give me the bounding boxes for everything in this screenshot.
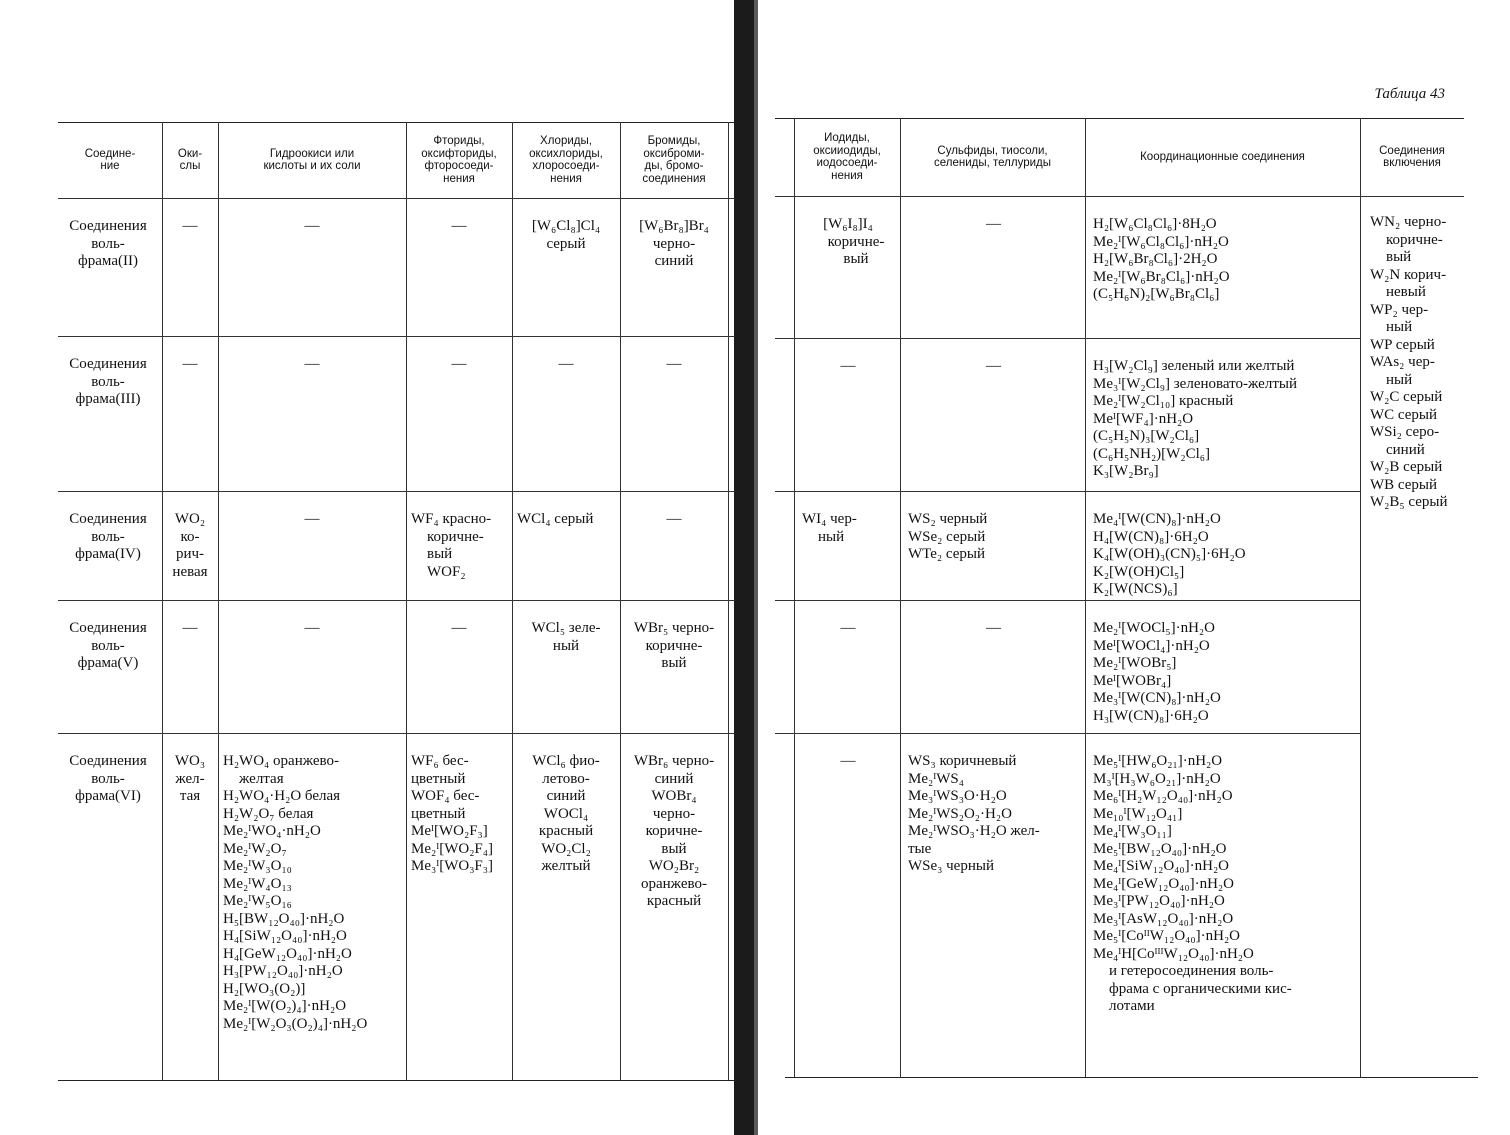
- cell-text-line: Me₅ᴵ[CoᴵᴵW₁₂O₄₀]·nH₂O: [1093, 928, 1241, 944]
- column-header: [1362, 120, 1462, 194]
- column-header-text: [529, 135, 603, 185]
- cell-iodides: [802, 216, 894, 334]
- column-header-line: Гидроокиси или: [269, 147, 355, 160]
- cell-text-line: Meᴵ[WO₂F₃]: [411, 823, 488, 839]
- cell-text-line: Me₂ᴵ[W(O₂)₄]·nH₂O: [223, 998, 347, 1014]
- cell-text-line: K₂[W(OH)Cl₅]: [1093, 563, 1185, 580]
- column-rule: [900, 118, 901, 1077]
- empty-dash: —: [986, 620, 1001, 636]
- column-rule: [218, 122, 219, 1080]
- column-header-line: нения: [550, 172, 582, 185]
- cell-coordination: [1093, 511, 1354, 596]
- cell-coordination: [1093, 216, 1354, 334]
- cell-text-line: Me₃ᴵ[AsW₁₂O₄₀]·nH₂O: [1093, 910, 1234, 927]
- cell-text-line: WOCl₄: [543, 805, 589, 822]
- inclusion-compound-line: W₂B серый: [1370, 459, 1443, 475]
- cell-sulfides: [908, 358, 1079, 487]
- empty-dash: —: [182, 620, 198, 636]
- column-header-text: [934, 145, 1051, 170]
- cell-text-line: Me₂ᴵWS₄: [908, 770, 964, 787]
- cell-oxides: [167, 356, 213, 487]
- column-header: [622, 124, 726, 196]
- cell-oxides: [167, 218, 213, 332]
- empty-dash: —: [451, 620, 467, 636]
- cell-text-line: H₂[WO₃(O₂)]: [223, 980, 306, 997]
- cell-text-line: красный: [538, 823, 594, 839]
- cell-iodides: [802, 511, 894, 596]
- cell-text-line: Meᴵ[WOBr₄]: [1093, 672, 1172, 689]
- inclusion-compound-line: ный: [1386, 319, 1413, 335]
- cell-text-line: K₃[W₂Br₉]: [1093, 463, 1159, 479]
- cell-text-line: WF₆ бес-: [411, 753, 469, 769]
- cell-text-line: WS₂ черный: [908, 511, 988, 527]
- header-bottom-rule: [58, 198, 735, 199]
- column-header-line: Сульфиды, тиосоли,: [937, 144, 1048, 157]
- table-bottom-rule: [785, 1077, 1478, 1078]
- row-label-line: Соединения: [69, 218, 147, 234]
- cell-text-line: синий: [654, 770, 694, 787]
- row-label-oxidation-state: [58, 753, 158, 1076]
- column-header-line: оксиброми-: [643, 147, 705, 160]
- cell-text-line: Me₂ᴵW₅O₁₆: [223, 893, 292, 909]
- cell-text-line: Me₂ᴵ[WO₂F₄]: [411, 840, 494, 857]
- column-header-line: иодосоеди-: [816, 157, 878, 169]
- column-header-line: нения: [443, 172, 475, 185]
- row-label-line: Соединения: [69, 753, 147, 769]
- cell-text-line: [W₆Br₈]Br₄: [639, 218, 709, 234]
- cell-text-line: Me₅ᴵ[HW₆O₂₁]·nH₂O: [1093, 753, 1223, 769]
- cell-chlorides: [517, 218, 615, 332]
- cell-text-line: Me₂ᴵ[W₂O₃(O₂)₄]·nH₂O: [223, 1015, 368, 1032]
- inclusion-compound-line: WN₂ черно-: [1370, 214, 1447, 230]
- column-header-line: Оки-: [177, 147, 203, 160]
- cell-text-line: вый: [427, 546, 453, 562]
- column-header-line: включения: [1383, 157, 1441, 169]
- empty-dash: —: [451, 218, 467, 234]
- column-header-line: ние: [100, 160, 120, 172]
- cell-inclusion-compounds: [1370, 214, 1480, 514]
- inclusion-compound-line: вый: [1386, 249, 1412, 265]
- column-header-text: [1140, 151, 1305, 164]
- cell-bromides: [625, 753, 723, 1076]
- cell-text-line: WS₃ коричневый: [908, 753, 1017, 769]
- cell-text-line: синий: [654, 253, 694, 269]
- column-header-line: хлоросоеди-: [532, 160, 600, 172]
- column-header-text: [813, 132, 881, 182]
- empty-dash: —: [558, 356, 574, 372]
- row-label-line: воль-: [91, 373, 125, 390]
- cell-hydroxides: [223, 511, 401, 596]
- row-label-line: Соединения: [69, 511, 147, 527]
- row-label-line: фрама(VI): [75, 788, 141, 804]
- column-header-text: [263, 148, 360, 173]
- column-header-line: нения: [831, 169, 863, 182]
- row-label-line: Соединения: [69, 620, 147, 636]
- cell-text-line: Me₄ᴵ[W(CN)₈]·nH₂O: [1093, 511, 1221, 527]
- inclusion-compound-line: WP₂ чер-: [1370, 301, 1429, 318]
- column-rule: [728, 122, 729, 1080]
- cell-oxides: [167, 620, 213, 729]
- cell-text-line: Me₂ᴵWO₄·nH₂O: [223, 823, 321, 839]
- cell-text-line: вый: [843, 251, 869, 267]
- column-header-line: кислоты и их соли: [263, 160, 361, 172]
- column-header-line: Хлориды,: [540, 135, 592, 147]
- cell-text-line: (C₅H₆N)₂[W₆Br₈Cl₆]: [1093, 286, 1220, 302]
- cell-fluorides: [411, 356, 507, 487]
- cell-coordination: [1093, 753, 1354, 1073]
- column-rule: [620, 122, 621, 1080]
- cell-text-line: Me₅ᴵ[BW₁₂O₄₀]·nH₂O: [1093, 840, 1227, 857]
- cell-text-line: Me₄ᴵ[SiW₁₂O₄₀]·nH₂O: [1093, 858, 1230, 874]
- cell-text-line: WO₂: [174, 511, 206, 527]
- cell-text-line: Me₂ᴵWS₂O₂·H₂O: [908, 805, 1012, 822]
- inclusion-compound-line: WC серый: [1370, 406, 1438, 423]
- row-label-line: фрама(V): [77, 655, 139, 671]
- cell-text-line: [W₆I₈]I₄: [823, 216, 873, 232]
- inclusion-compound-line: WAs₂ чер-: [1370, 354, 1435, 370]
- column-header-line: Координационные соединения: [1140, 150, 1305, 163]
- cell-hydroxides: [223, 620, 401, 729]
- inclusion-compound-line: коричне-: [1386, 231, 1443, 248]
- cell-chlorides: [517, 356, 615, 487]
- cell-text-line: Me₂ᴵWSO₃·H₂O жел-: [908, 823, 1040, 839]
- cell-text-line: WO₃: [174, 753, 206, 769]
- cell-text-line: желтый: [541, 858, 591, 874]
- inclusion-compound-line: WP серый: [1370, 336, 1435, 353]
- cell-text-line: WOF₄ бес-: [411, 788, 480, 804]
- cell-text-line: вый: [661, 655, 687, 671]
- cell-text-line: (C₅H₅N)₃[W₂Cl₆]: [1093, 428, 1200, 444]
- column-rule: [1360, 118, 1361, 1077]
- cell-text-line: коричне-: [645, 637, 703, 654]
- cell-text-line: оранжево-: [641, 875, 707, 892]
- cell-text-line: WCl₆ фио-: [532, 753, 600, 769]
- row-label-oxidation-state: [58, 511, 158, 596]
- inclusion-compound-line: W₂B₅ серый: [1370, 494, 1448, 510]
- cell-text-line: WSe₃ черный: [908, 858, 994, 874]
- column-header: [1087, 120, 1358, 194]
- cell-text-line: ко-: [180, 528, 200, 545]
- row-label-oxidation-state: [58, 620, 158, 729]
- cell-text-line: WI₄ чер-: [802, 511, 857, 527]
- empty-dash: —: [986, 358, 1001, 374]
- cell-text-line: WOBr₄: [651, 788, 697, 804]
- column-rule: [512, 122, 513, 1080]
- cell-text-line: Me₃ᴵ[PW₁₂O₄₀]·nH₂O: [1093, 893, 1225, 909]
- cell-text-line: Me₄ᴵH[CoᴵᴵᴵW₁₂O₄₀]·nH₂O: [1093, 945, 1254, 962]
- cell-text-line: H₂[W₆Br₈Cl₆]·2H₂O: [1093, 251, 1218, 267]
- column-header: [408, 124, 510, 196]
- table-top-rule: [58, 122, 735, 123]
- cell-fluorides: [411, 620, 507, 729]
- cell-text-line: WCl₅ зеле-: [531, 620, 601, 636]
- inclusion-compound-line: WSi₂ серо-: [1370, 424, 1440, 440]
- cell-text-line: лотами: [1109, 998, 1155, 1014]
- empty-dash: —: [840, 358, 856, 374]
- cell-text-line: Meᴵ[WOCl₄]·nH₂O: [1093, 637, 1210, 654]
- cell-text-line: желтая: [239, 770, 284, 787]
- empty-dash: —: [304, 218, 320, 234]
- cell-sulfides: [908, 753, 1079, 1073]
- row-label-line: воль-: [91, 235, 125, 252]
- inclusion-compound-line: W₂C серый: [1370, 389, 1443, 405]
- column-header-line: ды, бромо-: [644, 160, 704, 172]
- cell-text-line: ный: [818, 528, 845, 545]
- cell-text-line: Me₂ᴵ[W₆Cl₈Cl₆]·nH₂O: [1093, 233, 1229, 250]
- row-separator: [58, 600, 735, 601]
- cell-fluorides: [411, 753, 507, 1076]
- column-header-line: оксихлориды,: [529, 147, 603, 160]
- column-header-text: [642, 135, 705, 185]
- inclusion-compound-line: невый: [1386, 284, 1426, 300]
- cell-oxides: [167, 753, 213, 1076]
- cell-text-line: Meᴵ[WF₄]·nH₂O: [1093, 410, 1194, 427]
- cell-text-line: (C₆H₅NH₂)[W₂Cl₆]: [1093, 445, 1210, 462]
- cell-iodides: [802, 753, 894, 1073]
- row-label-line: воль-: [91, 770, 125, 787]
- cell-text-line: и гетеросоединения воль-: [1109, 963, 1274, 979]
- cell-text-line: жел-: [175, 770, 205, 787]
- inclusion-compound-line: ный: [1386, 371, 1413, 388]
- column-header-line: Фториды,: [433, 135, 485, 147]
- cell-text-line: рич-: [175, 546, 205, 562]
- inclusion-compound-line: WB серый: [1370, 476, 1438, 493]
- cell-text-line: Me₃ᴵWS₃O·H₂O: [908, 788, 1007, 804]
- cell-text-line: синий: [546, 788, 586, 804]
- cell-text-line: серый: [546, 235, 586, 252]
- cell-text-line: [W₆Cl₈]Cl₄: [531, 218, 601, 234]
- cell-text-line: H₄[GeW₁₂O₄₀]·nH₂O: [223, 945, 352, 962]
- cell-text-line: H₅[BW₁₂O₄₀]·nH₂O: [223, 910, 345, 927]
- column-header-text: [421, 135, 496, 185]
- cell-text-line: цветный: [411, 770, 466, 787]
- inclusion-compound-line: W₂N корич-: [1370, 266, 1447, 283]
- empty-dash: —: [840, 753, 856, 769]
- column-rule: [1085, 118, 1086, 1077]
- cell-text-line: H₂WO₄ оранжево-: [223, 753, 340, 769]
- row-separator: [775, 338, 1360, 339]
- cell-sulfides: [908, 620, 1079, 729]
- cell-text-line: WCl₄ серый: [517, 511, 594, 527]
- cell-hydroxides: [223, 356, 401, 487]
- cell-text-line: Me₂ᴵ[WOBr₅]: [1093, 655, 1177, 671]
- cell-text-line: Me₂ᴵW₃O₁₀: [223, 858, 292, 874]
- cell-text-line: Me₃ᴵ[W₂Cl₉] зеленовато-желтый: [1093, 375, 1297, 392]
- cell-chlorides: [517, 511, 615, 596]
- column-header-line: Соединения: [1379, 144, 1445, 157]
- cell-text-line: WF₄ красно-: [411, 511, 492, 527]
- empty-dash: —: [840, 620, 856, 636]
- cell-coordination: [1093, 620, 1354, 729]
- column-header-line: селениды, теллуриды: [934, 157, 1051, 169]
- cell-text-line: красный: [646, 893, 702, 909]
- cell-text-line: WSe₂ серый: [908, 528, 986, 545]
- cell-text-line: Me₂ᴵ[W₆Br₈Cl₆]·nH₂O: [1093, 268, 1230, 285]
- column-header-text: [85, 148, 136, 173]
- cell-coordination: [1093, 358, 1354, 487]
- cell-text-line: H₂W₂O₇ белая: [223, 805, 314, 822]
- column-header-line: оксииодиды,: [813, 144, 881, 157]
- cell-text-line: WTe₂ серый: [908, 546, 986, 562]
- cell-bromides: [625, 511, 723, 596]
- cell-text-line: Me₂ᴵW₂O₇: [223, 840, 287, 857]
- row-label-line: воль-: [91, 528, 125, 545]
- cell-sulfides: [908, 216, 1079, 334]
- row-label-line: фрама(IV): [75, 546, 141, 562]
- cell-text-line: Me₄ᴵ[GeW₁₂O₄₀]·nH₂O: [1093, 875, 1234, 892]
- column-header-line: Соедине-: [84, 147, 136, 160]
- column-header-line: фторосоеди-: [424, 160, 494, 172]
- cell-text-line: вый: [661, 840, 687, 857]
- inclusion-compound-line: синий: [1386, 441, 1425, 458]
- cell-text-line: WOF₂: [427, 563, 466, 580]
- cell-text-line: WBr₅ черно-: [633, 620, 715, 636]
- row-label-oxidation-state: [58, 218, 158, 332]
- book-spine: [734, 0, 754, 1135]
- cell-text-line: K₂[W(NCS)₆]: [1093, 581, 1178, 597]
- cell-text-line: H₃[W₂Cl₉] зеленый или желтый: [1093, 358, 1295, 374]
- cell-text-line: цветный: [411, 805, 466, 822]
- row-separator: [58, 491, 735, 492]
- cell-text-line: WO₂Br₂: [648, 858, 700, 874]
- cell-text-line: невая: [172, 563, 208, 580]
- cell-chlorides: [517, 753, 615, 1076]
- empty-dash: —: [304, 620, 320, 636]
- column-rule: [406, 122, 407, 1080]
- row-separator: [775, 600, 1360, 601]
- cell-text-line: коричне-: [427, 528, 484, 545]
- cell-text-line: Me₂ᴵ[WOCl₅]·nH₂O: [1093, 620, 1215, 636]
- column-header-line: слы: [179, 160, 201, 172]
- table-label: Таблица 43: [1374, 86, 1445, 102]
- cell-text-line: Me₆ᴵ[H₂W₁₂O₄₀]·nH₂O: [1093, 788, 1233, 804]
- column-header: [796, 120, 898, 194]
- row-separator: [775, 733, 1360, 734]
- cell-iodides: [802, 358, 894, 487]
- cell-sulfides: [908, 511, 1079, 596]
- row-label-oxidation-state: [58, 356, 158, 487]
- empty-dash: —: [304, 511, 320, 527]
- cell-text-line: черно-: [652, 805, 696, 822]
- cell-text-line: H₃[PW₁₂O₄₀]·nH₂O: [223, 963, 343, 979]
- empty-dash: —: [304, 356, 320, 372]
- row-label-line: Соединения: [69, 356, 147, 372]
- empty-dash: —: [182, 356, 198, 372]
- column-rule: [794, 118, 795, 1077]
- row-label-line: фрама(II): [78, 253, 138, 269]
- cell-iodides: [802, 620, 894, 729]
- empty-dash: —: [666, 356, 682, 372]
- cell-hydroxides: [223, 218, 401, 332]
- cell-text-line: WO₂Cl₂: [541, 840, 591, 857]
- cell-text-line: коричне-: [645, 823, 703, 839]
- cell-text-line: летово-: [542, 770, 590, 787]
- cell-text-line: ный: [552, 637, 580, 654]
- column-header: [220, 124, 404, 196]
- cell-text-line: H₄[SiW₁₂O₄₀]·nH₂O: [223, 928, 347, 944]
- cell-text-line: H₄[W(CN)₈]·6H₂O: [1093, 528, 1209, 545]
- cell-text-line: Me₄ᴵ[W₃O₁₁]: [1093, 823, 1172, 839]
- cell-text-line: H₃[W(CN)₈]·6H₂O: [1093, 707, 1209, 724]
- cell-text-line: M₃ᴵ[H₃W₆O₂₁]·nH₂O: [1093, 770, 1221, 787]
- cell-text-line: Me₃ᴵ[W(CN)₈]·nH₂O: [1093, 690, 1221, 706]
- empty-dash: —: [986, 216, 1001, 232]
- cell-text-line: WBr₆ черно-: [633, 753, 715, 769]
- column-header-text: [178, 148, 202, 173]
- cell-fluorides: [411, 511, 507, 596]
- cell-text-line: тая: [179, 788, 201, 804]
- cell-text-line: H₂WO₄·H₂O белая: [223, 788, 341, 804]
- cell-bromides: [625, 620, 723, 729]
- cell-text-line: коричне-: [827, 233, 885, 250]
- column-header-line: оксифториды,: [421, 147, 497, 160]
- empty-dash: —: [451, 356, 467, 372]
- cell-chlorides: [517, 620, 615, 729]
- cell-bromides: [625, 218, 723, 332]
- column-header: [164, 124, 216, 196]
- cell-text-line: Me₂ᴵ[W₂Cl₁₀] красный: [1093, 393, 1234, 409]
- cell-text-line: H₂[W₆Cl₈Cl₆]·8H₂O: [1093, 216, 1217, 232]
- row-separator: [775, 491, 1360, 492]
- cell-hydroxides: [223, 753, 401, 1076]
- cell-text-line: Me₁₀ᴵ[W₁₂O₄₁]: [1093, 805, 1183, 822]
- cell-text-line: черно-: [652, 235, 696, 252]
- column-rule: [162, 122, 163, 1080]
- column-header-text: [1379, 145, 1445, 170]
- book-spine-edge: [754, 0, 758, 1135]
- row-separator: [58, 733, 735, 734]
- column-header-line: Бромиды,: [647, 135, 701, 147]
- column-header-line: соединения: [642, 172, 706, 185]
- column-header: [514, 124, 618, 196]
- cell-text-line: Me₂ᴵW₄O₁₃: [223, 875, 292, 892]
- cell-text-line: фрама с органическими кис-: [1109, 980, 1292, 997]
- cell-bromides: [625, 356, 723, 487]
- cell-oxides: [167, 511, 213, 596]
- empty-dash: —: [666, 511, 682, 527]
- table-bottom-rule: [58, 1080, 735, 1081]
- cell-fluorides: [411, 218, 507, 332]
- row-separator: [58, 336, 735, 337]
- cell-text-line: K₄[W(OH)₃(CN)₅]·6H₂O: [1093, 546, 1246, 562]
- column-header: [60, 124, 160, 196]
- cell-text-line: Me₃ᴵ[WO₃F₃]: [411, 858, 494, 874]
- column-header-line: Иодиды,: [824, 132, 870, 144]
- cell-text-line: тые: [908, 840, 932, 857]
- empty-dash: —: [182, 218, 198, 234]
- row-label-line: воль-: [91, 637, 125, 654]
- row-label-line: фрама(III): [75, 391, 141, 407]
- column-header: [902, 120, 1083, 194]
